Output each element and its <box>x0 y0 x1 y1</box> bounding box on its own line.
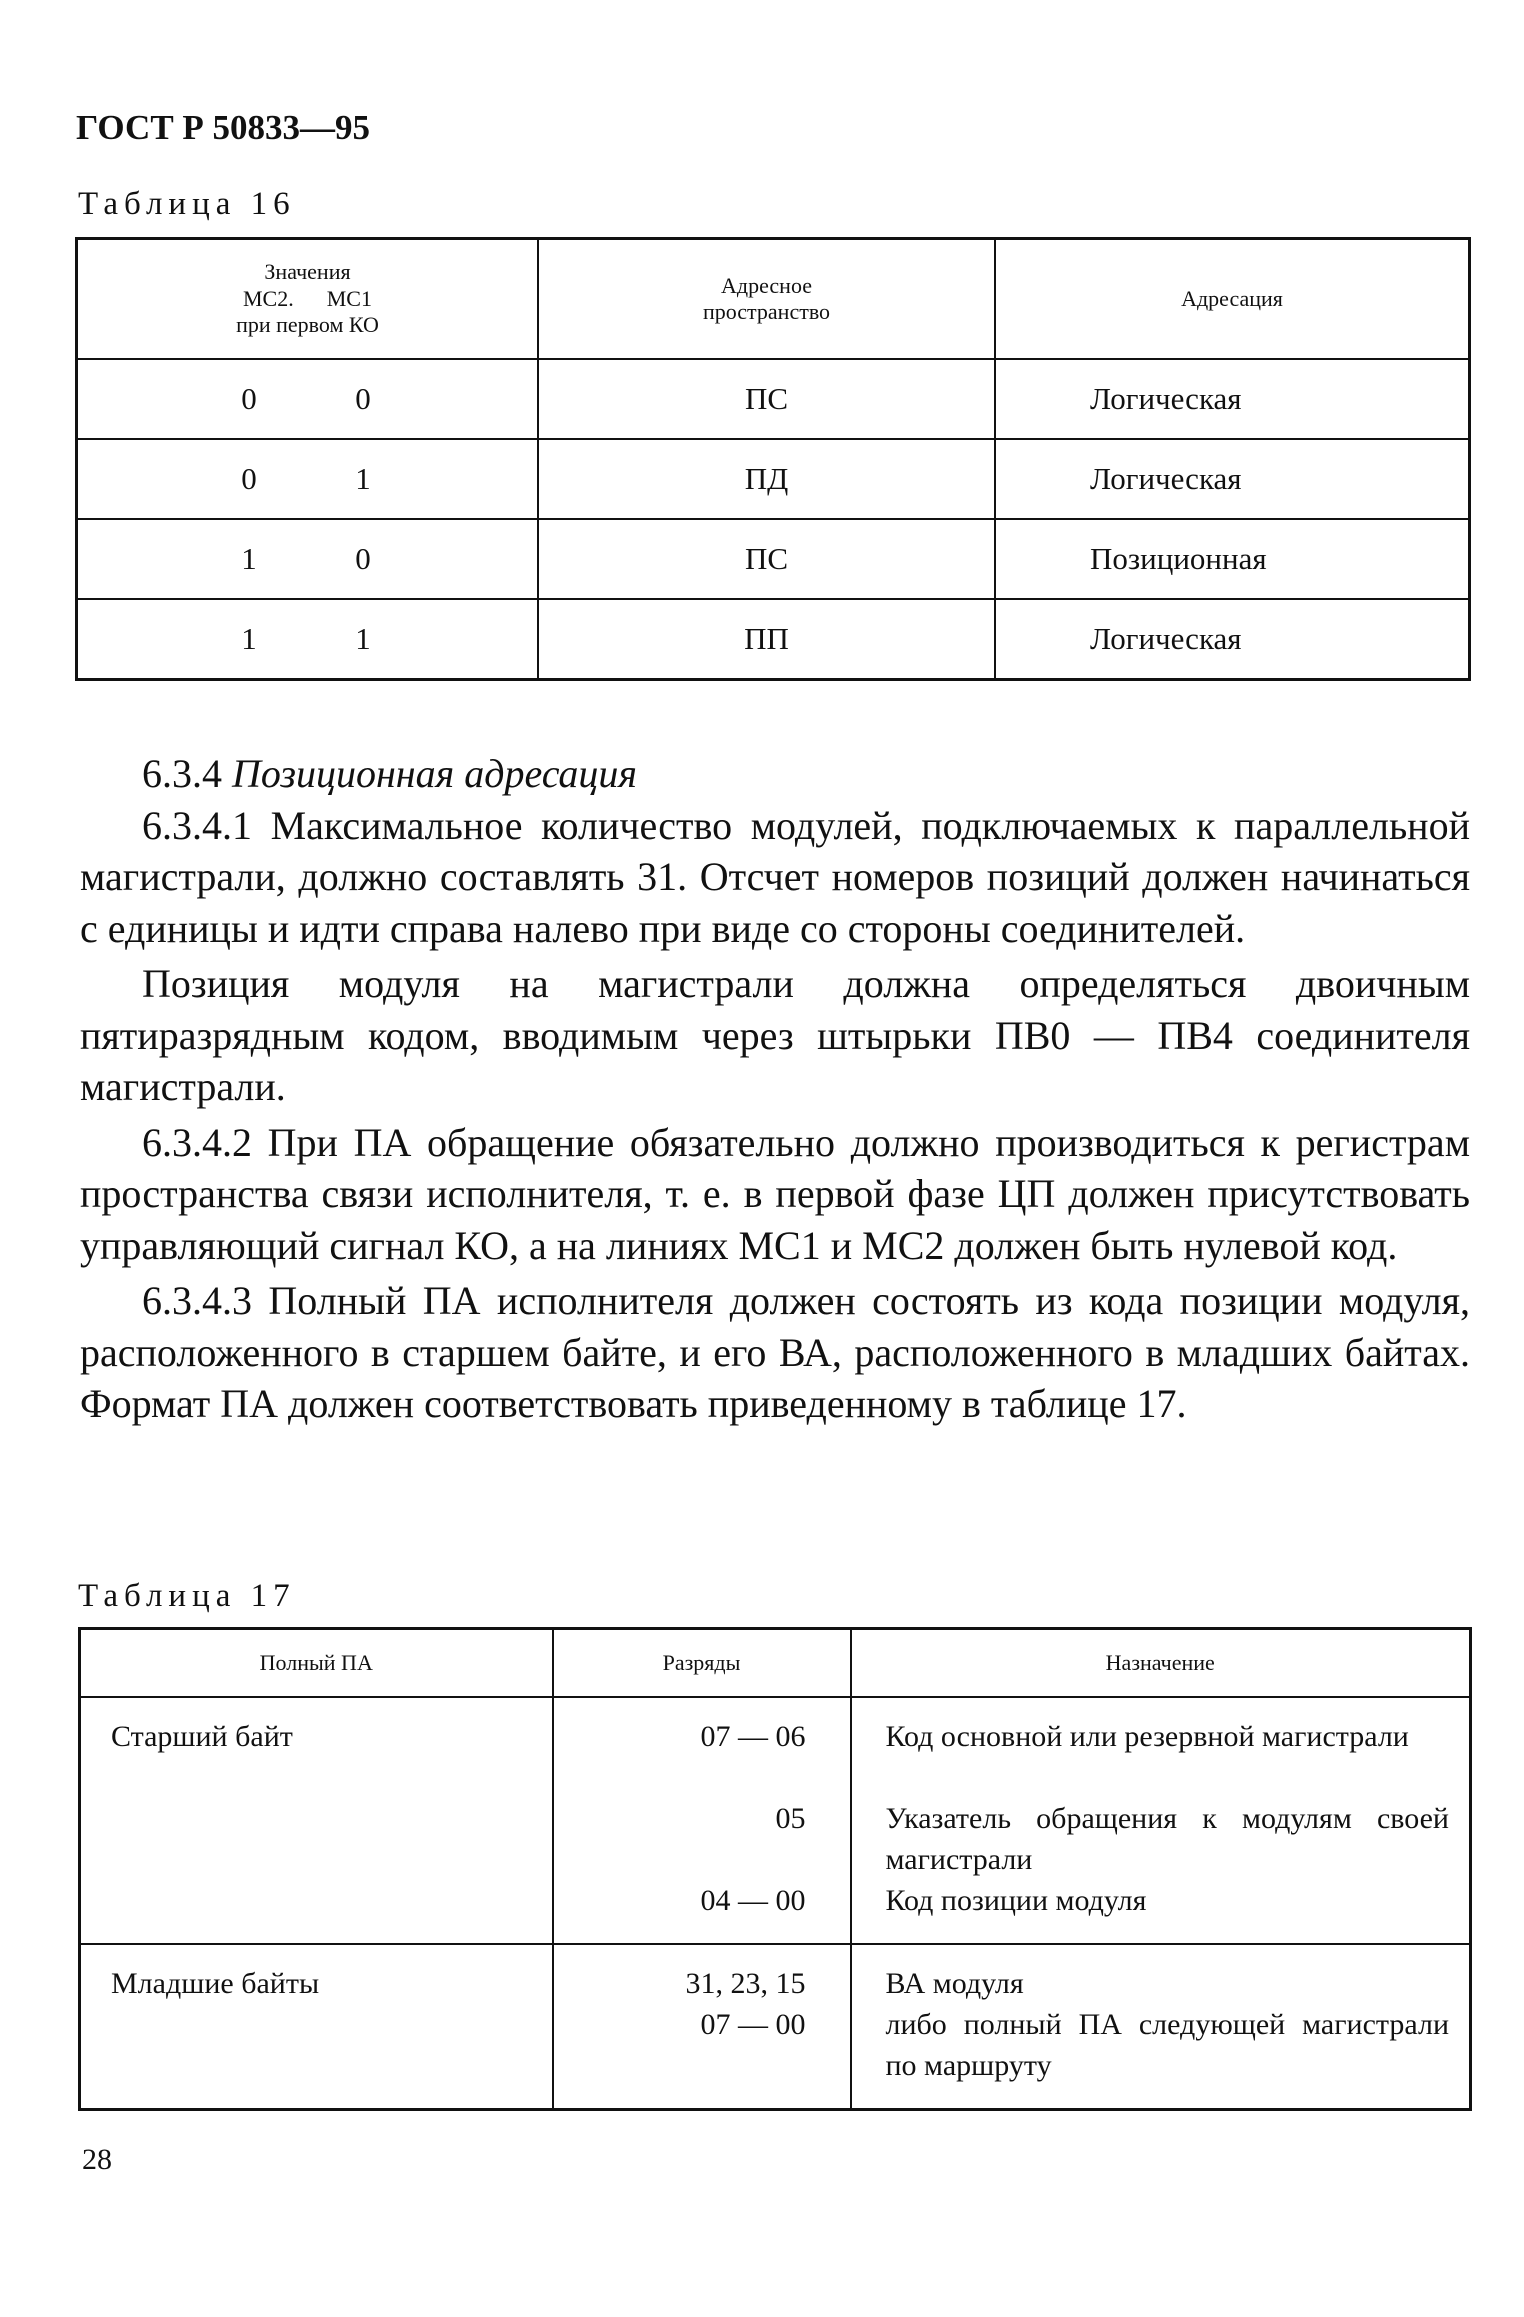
table-row <box>77 599 1470 680</box>
paragraph: Позиция модуля на магистрали должна определяться двоичным пятиразрядным кодом, вводимым через штырьки ПВ0 — ПВ4 соединителя магистрали. <box>80 961 1470 1109</box>
bits-cell: 07 — 06 05 04 — 00 <box>553 1697 851 1944</box>
purpose-cell: ВА модуля либо полный ПА следующей магистрали по маршруту <box>851 1944 1471 2110</box>
table17-caption: Таблица 17 <box>78 1578 296 1614</box>
addressing-type: Логическая <box>995 359 1470 439</box>
table16-caption: Таблица 16 <box>78 186 296 222</box>
table16-header-addressing: Адресация <box>995 239 1470 360</box>
table-row <box>80 1944 1471 2110</box>
table-row <box>77 359 1470 439</box>
field-name: Старший байт <box>80 1697 553 1944</box>
address-space: ПП <box>538 599 995 680</box>
section-number: 6.3.4 <box>142 751 222 796</box>
section-heading <box>80 748 1470 800</box>
table17-header-purpose: Назначение <box>851 1629 1471 1698</box>
addressing-type: Логическая <box>995 439 1470 519</box>
address-space: ПС <box>538 519 995 599</box>
purpose-cell: Код основной или резервной магистрали Указатель обращения к модулям своей магистрали Код позиции модуля <box>851 1697 1471 1944</box>
address-space: ПД <box>538 439 995 519</box>
bits-cell: 31, 23, 15 07 — 00 <box>553 1944 851 2110</box>
mc2-value: 1 <box>241 621 257 656</box>
table16-header-space: Адресное пространство <box>538 239 995 360</box>
section-body <box>80 748 1470 1434</box>
mc1-value: 0 <box>355 381 371 416</box>
mc2-value: 0 <box>241 461 257 496</box>
mc1-value: 1 <box>355 621 371 656</box>
paragraph: 6.3.4.2 При ПА обращение обязательно должно производиться к регистрам пространства связи исполнителя, т. е. в первой фазе ЦП должен присутствовать управляющий сигнал КО, а на линиях МС1 и МС2 должен быть нулевой код. <box>80 1119 1470 1268</box>
page-number: 28 <box>82 2143 112 2176</box>
table16-header-values: Значения МС2. МС1 при первом КО <box>77 239 539 360</box>
table-16 <box>75 237 1471 681</box>
table17-header-full-pa: Полный ПА <box>80 1629 553 1698</box>
addressing-type: Позиционная <box>995 519 1470 599</box>
addressing-type: Логическая <box>995 599 1470 680</box>
table-17 <box>78 1627 1472 2111</box>
document-code: ГОСТ Р 50833—95 <box>76 108 371 147</box>
mc1-value: 0 <box>355 541 371 576</box>
field-name: Младшие байты <box>80 1944 553 2110</box>
paragraph: 6.3.4.1 Максимальное количество модулей, подключаемых к параллельной магистрали, должно составлять 31. Отсчет номеров позиций должен начинаться с единицы и идти справа налево при виде со стороны соединителей. <box>80 802 1470 951</box>
address-space: ПС <box>538 359 995 439</box>
paragraph: 6.3.4.3 Полный ПА исполнителя должен состоять из кода позиции модуля, расположенного в старшем байте, и его ВА, расположенного в младших байтах. Формат ПА должен соответствовать приведенному в таблице 17. <box>80 1278 1470 1426</box>
table17-header-bits: Разряды <box>553 1629 851 1698</box>
table16-header-row <box>77 239 1470 360</box>
mc2-value: 1 <box>241 541 257 576</box>
table-row <box>77 519 1470 599</box>
table-row <box>77 439 1470 519</box>
table-row <box>80 1697 1471 1944</box>
table17-header-row <box>80 1629 1471 1698</box>
mc1-value: 1 <box>355 461 371 496</box>
mc2-value: 0 <box>241 381 257 416</box>
section-title: Позиционная адресация <box>232 751 638 796</box>
